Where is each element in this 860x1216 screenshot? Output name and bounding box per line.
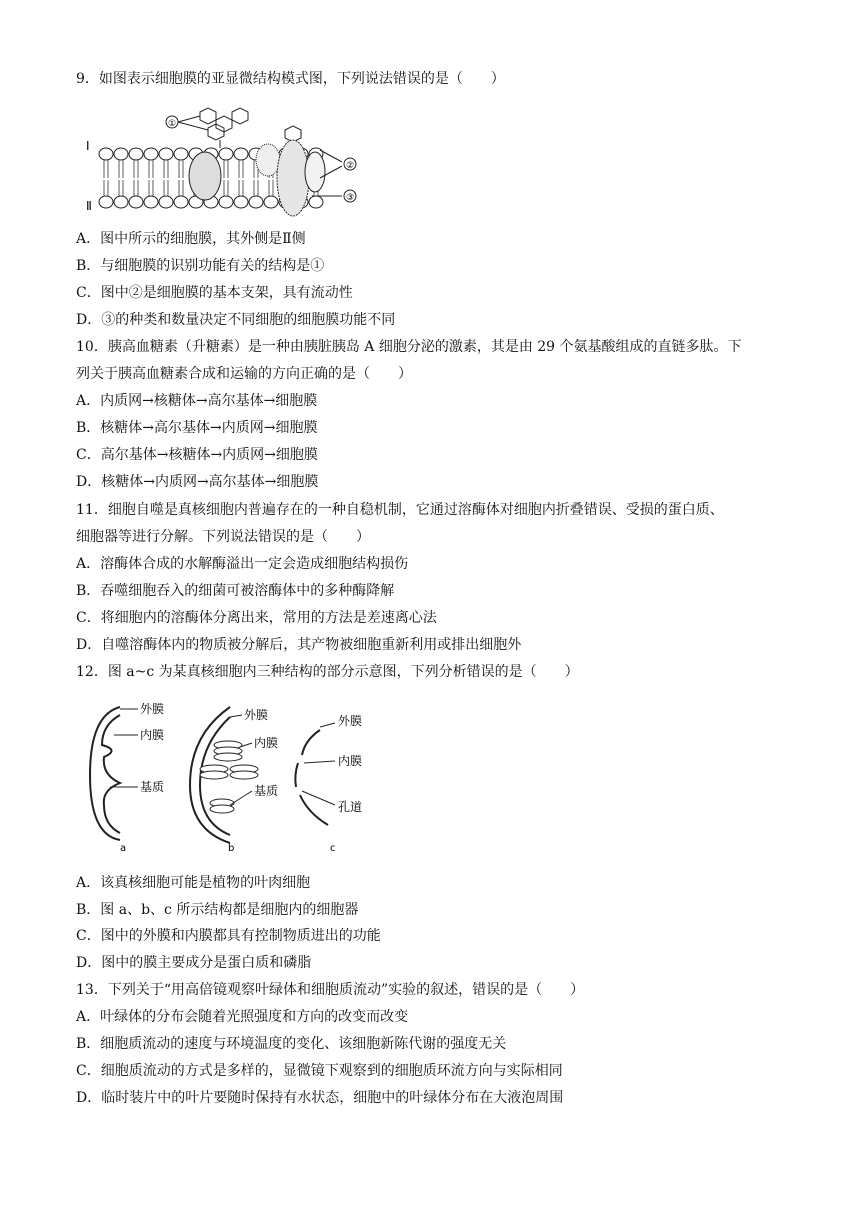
q11-option-c: C．将细胞内的溶酶体分离出来，常用的方法是差速离心法 <box>76 610 437 626</box>
q10-option-a: A．内质网→核糖体→高尔基体→细胞膜 <box>76 393 318 409</box>
q10-option-d: D．核糖体→内质网→高尔基体→细胞膜 <box>76 474 319 490</box>
q10-stem-line-1: 10．胰高血糖素（升糖素）是一种由胰脏胰岛 A 细胞分泌的激素，其是由 29 个氨基酸组成的直链多肽。下 <box>76 339 742 355</box>
q11-option-a: A．溶酶体合成的水解酶溢出一定会造成细胞结构损伤 <box>76 556 409 572</box>
phospholipid-head <box>159 148 173 160</box>
q9-option-b: B．与细胞膜的识别功能有关的结构是① <box>76 258 325 274</box>
fig-a-matrix: 基质 <box>140 780 165 794</box>
q12-stem: 12．图 a~c 为某真核细胞内三种结构的部分示意图，下列分析错误的是（ ） <box>76 664 579 680</box>
fig-label-I: Ⅰ <box>86 139 90 153</box>
fig-c-pore: 孔道 <box>338 800 363 814</box>
q13-option-d: D．临时装片中的叶片要随时保持有水状态，细胞中的叶绿体分布在大液泡周围 <box>76 1090 564 1106</box>
q12-structures-figure <box>80 695 390 855</box>
q10-option-b: B．核糖体→高尔基体→内质网→细胞膜 <box>76 420 318 436</box>
phospholipid-head <box>129 196 143 208</box>
fig-label-3: ③ <box>345 193 355 203</box>
phospholipid-head <box>174 196 188 208</box>
q13-option-a: A．叶绿体的分布会随着光照强度和方向的改变而改变 <box>76 1009 409 1025</box>
fig-c-inner-membrane: 内膜 <box>338 754 363 768</box>
phospholipid-head <box>264 196 278 208</box>
q9-option-a: A．图中所示的细胞膜，其外侧是Ⅱ侧 <box>76 231 306 247</box>
q13-option-c: C．细胞质流动的方式是多样的，显微镜下观察到的细胞质环流方向与实际相同 <box>76 1063 563 1079</box>
phospholipid-head <box>99 148 113 160</box>
q12-option-a: A．该真核细胞可能是植物的叶肉细胞 <box>76 875 311 891</box>
q13-stem: 13．下列关于“用高倍镜观察叶绿体和细胞质流动”实验的叙述，错误的是（ ） <box>76 982 585 998</box>
phospholipid-head <box>114 196 128 208</box>
phospholipid-head <box>99 196 113 208</box>
q11-option-d: D．自噬溶酶体内的物质被分解后，其产物被细胞重新利用或排出细胞外 <box>76 637 522 653</box>
phospholipid-head <box>249 196 263 208</box>
phospholipid-head <box>129 148 143 160</box>
phospholipid-head <box>309 196 323 208</box>
phospholipid-head <box>234 196 248 208</box>
fig-a-caption: a <box>120 843 127 854</box>
q10-stem-line-2: 列关于胰高血糖素合成和运输的方向正确的是（ ） <box>76 366 412 382</box>
fig-c-outer-membrane: 外膜 <box>338 714 363 728</box>
fig-c-caption: c <box>330 843 336 854</box>
phospholipid-head <box>159 196 173 208</box>
phospholipid-head <box>219 148 233 160</box>
q12-option-b: B．图 a、b、c 所示结构都是细胞内的细胞器 <box>76 902 359 918</box>
fig-a-inner-membrane: 内膜 <box>140 728 165 742</box>
q10-option-c: C．高尔基体→核糖体→内质网→细胞膜 <box>76 447 318 463</box>
fig-b-inner-membrane: 内膜 <box>254 736 279 750</box>
q9-stem: 9．如图表示细胞膜的亚显微结构模式图，下列说法错误的是（ ） <box>76 71 505 87</box>
q9-membrane-figure <box>80 100 370 225</box>
phospholipid-head <box>114 148 128 160</box>
fig-label-1: ① <box>167 119 177 129</box>
fig-b-matrix: 基质 <box>254 784 279 798</box>
q11-stem-line-2: 细胞器等进行分解。下列说法错误的是（ ） <box>76 529 370 545</box>
fig-b-outer-membrane: 外膜 <box>244 708 269 722</box>
fig-a-outer-membrane: 外膜 <box>140 702 165 716</box>
q12-option-c: C．图中的外膜和内膜都具有控制物质进出的功能 <box>76 928 381 944</box>
phospholipid-head <box>144 196 158 208</box>
q11-stem-line-1: 11．细胞自噬是真核细胞内普遍存在的一种自稳机制，它通过溶酶体对细胞内折叠错误、受损的蛋白质、 <box>76 502 724 518</box>
q12-option-d: D．图中的膜主要成分是蛋白质和磷脂 <box>76 955 312 971</box>
fig-label-2: ② <box>345 161 355 171</box>
phospholipid-head <box>144 148 158 160</box>
phospholipid-head <box>174 148 188 160</box>
q9-option-c: C．图中②是细胞膜的基本支架，具有流动性 <box>76 285 353 301</box>
q13-option-b: B．细胞质流动的速度与环境温度的变化、该细胞新陈代谢的强度无关 <box>76 1036 507 1052</box>
phospholipid-head <box>234 148 248 160</box>
fig-b-caption: b <box>228 843 235 854</box>
q9-option-d: D．③的种类和数量决定不同细胞的细胞膜功能不同 <box>76 312 396 328</box>
phospholipid-head <box>219 196 233 208</box>
q11-option-b: B．吞噬细胞吞入的细菌可被溶酶体中的多种酶降解 <box>76 583 395 599</box>
fig-label-II: Ⅱ <box>86 199 92 213</box>
